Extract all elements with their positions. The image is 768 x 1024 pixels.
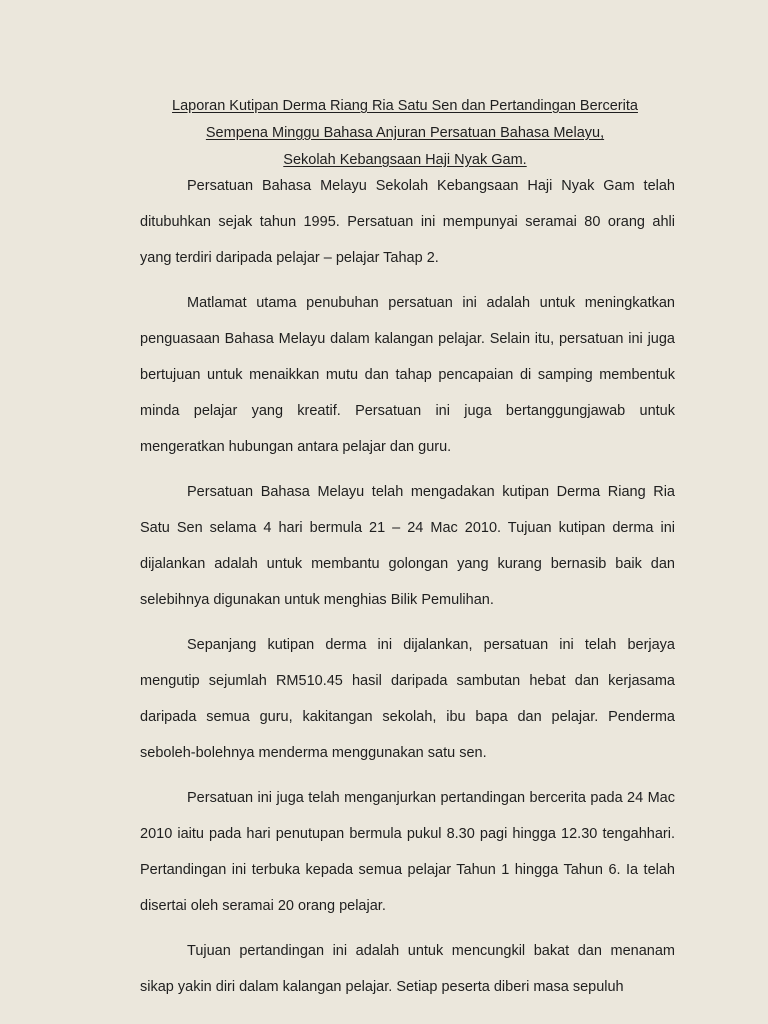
paragraph-1: Persatuan Bahasa Melayu Sekolah Kebangsaan Haji Nyak Gam telah ditubuhkan sejak tahun 1995. Persatuan ini mempunyai seramai 80 orang ahli yang terdiri daripada pelajar – pelajar Tahap 2. — [140, 178, 675, 266]
paragraph-3: Persatuan Bahasa Melayu telah mengadakan kutipan Derma Riang Ria Satu Sen selama 4 hari bermula 21 – 24 Mac 2010. Tujuan kutipan derma ini dijalankan adalah untuk membantu golongan yang kurang bernasib baik dan selebihnya digunakan untuk menghias Bilik Pemulihan. — [140, 484, 675, 608]
title-line-2: Sempena Minggu Bahasa Anjuran Persatuan Bahasa Melayu, — [205, 125, 605, 141]
paragraph-5: Persatuan ini juga telah menganjurkan pertandingan bercerita pada 24 Mac 2010 iaitu pada hari penutupan bermula pukul 8.30 pagi hingga 12.30 tengahhari. Pertandingan ini terbuka kepada semua pelajar Tahun 1 hingga Tahun 6. Ia telah disertai oleh seramai 20 orang pelajar. — [140, 790, 675, 914]
report-title — [0, 93, 768, 174]
title-line-1: Laporan Kutipan Derma Riang Ria Satu Sen dan Pertandingan Bercerita — [172, 98, 638, 114]
report-body — [140, 168, 675, 1005]
paragraph-6: Tujuan pertandingan ini adalah untuk mencungkil bakat dan menanam sikap yakin diri dalam kalangan pelajar. Setiap peserta diberi masa sepuluh — [140, 943, 675, 995]
paragraph-2: Matlamat utama penubuhan persatuan ini adalah untuk meningkatkan penguasaan Bahasa Melayu dalam kalangan pelajar. Selain itu, persatuan ini juga bertujuan untuk menaikkan mutu dan tahap pencapaian di samping membentuk minda pelajar yang kreatif. Persatuan ini juga bertanggungjawab untuk mengeratkan hubungan antara pelajar dan guru. — [140, 295, 675, 455]
title-line-3: Sekolah Kebangsaan Haji Nyak Gam. — [283, 152, 527, 168]
paragraph-4: Sepanjang kutipan derma ini dijalankan, persatuan ini telah berjaya mengutip sejumlah RM510.45 hasil daripada sambutan hebat dan kerjasama daripada semua guru, kakitangan sekolah, ibu bapa dan pelajar. Penderma seboleh-bolehnya menderma menggunakan satu sen. — [140, 637, 675, 761]
